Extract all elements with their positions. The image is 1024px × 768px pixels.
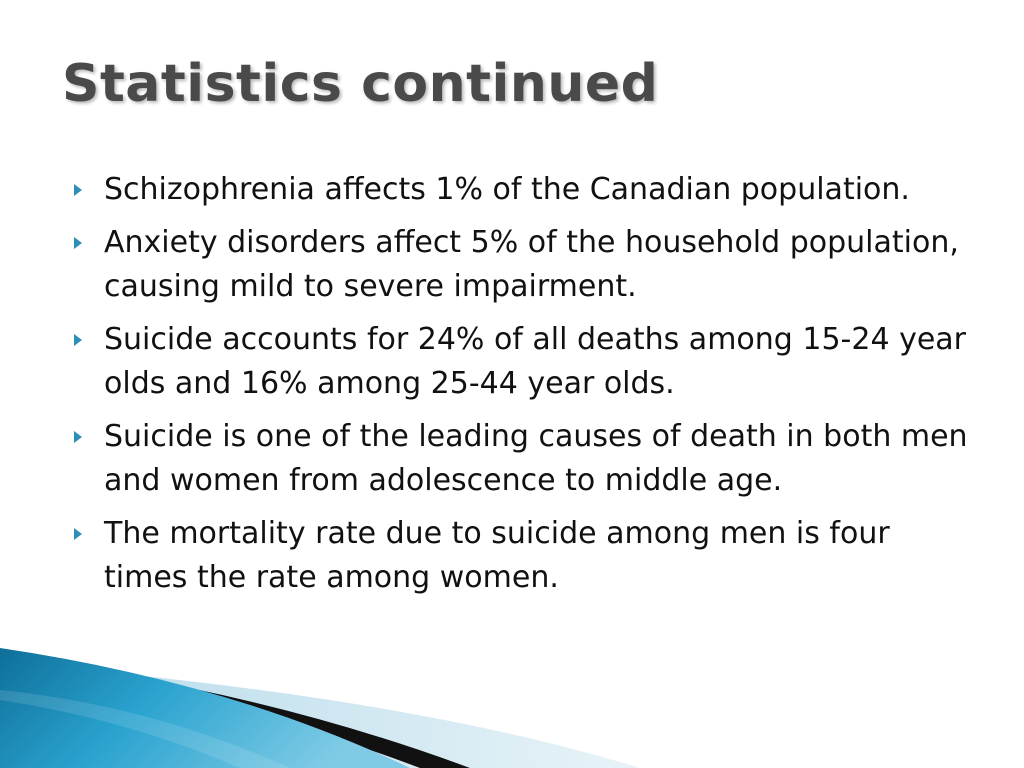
bullet-text: Suicide accounts for 24% of all deaths among 15-24 year olds and 16% among 25-44 year olds. [104, 322, 967, 401]
bullet-text: Anxiety disorders affect 5% of the household population, causing mild to severe impairment. [104, 225, 959, 304]
bullet-text: The mortality rate due to suicide among men is four times the rate among women. [104, 516, 890, 595]
bullet-text: Schizophrenia affects 1% of the Canadian population. [104, 172, 910, 207]
bullet-text: Suicide is one of the leading causes of death in both men and women from adolescence to middle age. [104, 419, 968, 498]
slide-title: Statistics continued [62, 54, 659, 114]
